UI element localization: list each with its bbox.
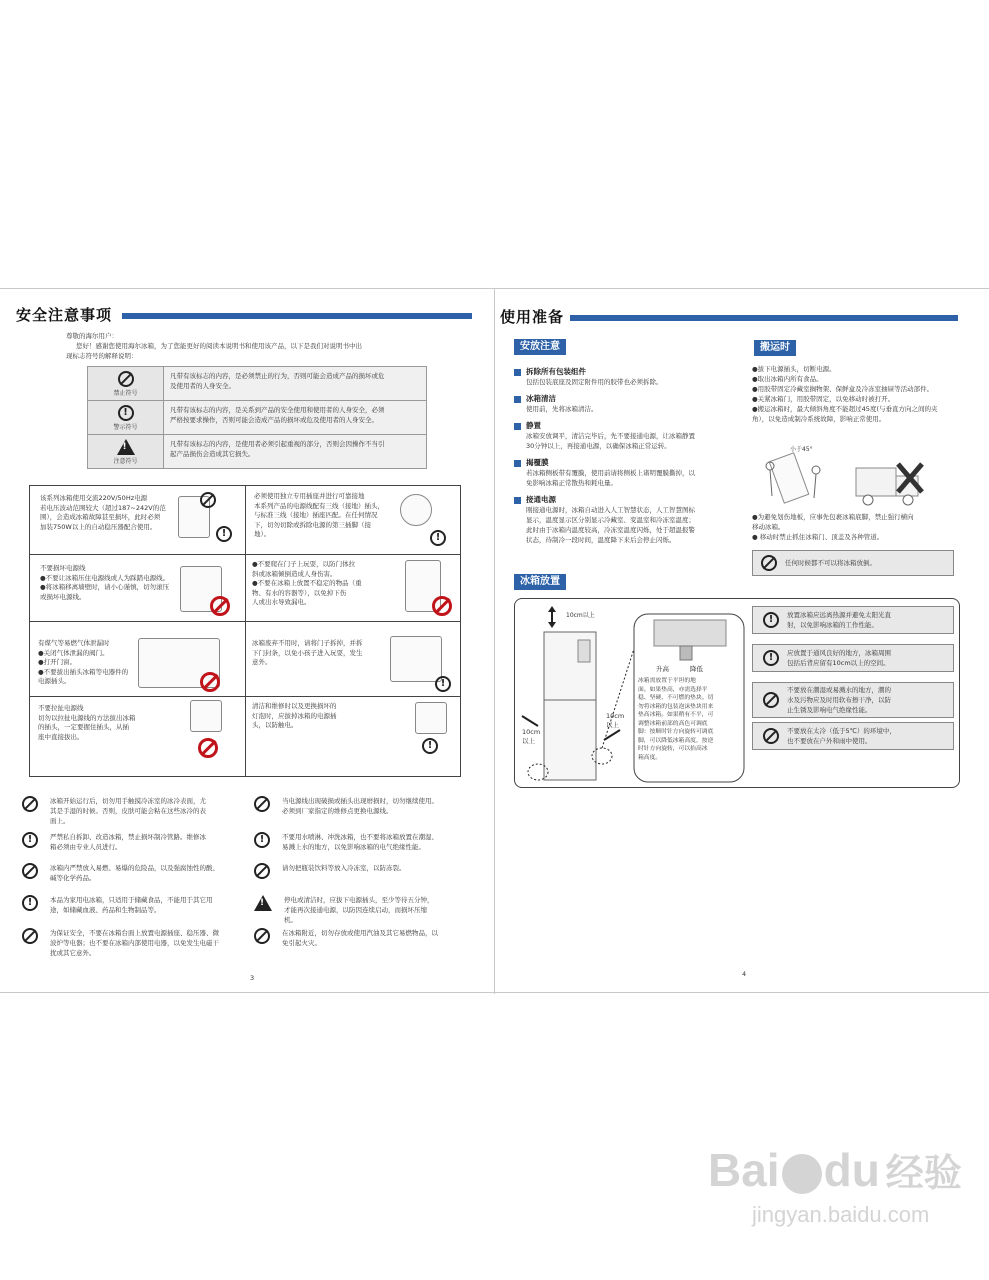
exclamation-icon bbox=[22, 832, 38, 848]
install-item-title: 静置 bbox=[526, 421, 541, 430]
exclamation-icon bbox=[435, 676, 451, 692]
no-icon bbox=[254, 796, 270, 812]
placement-note: 不要放在潮湿或易溅水的地方，潮的 水及污物应及时用软布擦干净，以防 止生锈及影响电气绝缘性能。 bbox=[752, 682, 954, 718]
warning-item: 冰箱开始运行后，切勿用手触摸冷冻室的冰冷表面，尤 其是手湿的时候。否则，皮肤可能会粘在这些冰冷的表 面上。 bbox=[22, 796, 206, 826]
grid-cell-text: 清洁和维修时以及更换损坏的 灯泡时，应拔掉冰箱的电源插 头，以防触电。 bbox=[252, 702, 337, 729]
no-icon bbox=[200, 492, 216, 508]
warning-item: ! 严禁私自拆卸、改造冰箱，禁止损坏制冷管路。维修冰 箱必须由专业人员进行。 bbox=[22, 832, 206, 852]
install-list: 拆除所有包装组件 包括包装底座及固定附件用的胶带也必须拆除。 冰箱清洁 使用前，先将冰箱清洁。 静置 冰箱安放调平，清洁完毕后，先不要接通电源，让冰箱静置 30分钟以上，再接通电源，以确保冰箱正常运转。 揭覆膜 若冰箱侧板带有覆膜，使用前请将侧板上诸明覆膜撕掉，以 免影响冰箱正常散热和耗电量。 接通电源 刚接通电源时，冰箱自动进入人工智慧状态，人工智慧图标 显示，温度显示区分别显示冷藏室、变温室和冷冻室温度； 此时由于冰箱内温度较高，冷冻室温度闪烁，处于超温报警 状态，待制冷一段时间，温度降下来后会停止闪烁。 bbox=[514, 366, 744, 545]
no-icon bbox=[22, 863, 38, 879]
legend-text: 及使用者的人身安全。 bbox=[170, 382, 235, 390]
watermark-url: jingyan.baidu.com bbox=[752, 1202, 930, 1227]
no-icon bbox=[198, 738, 218, 758]
greeting: 尊敬的海尔用户： bbox=[66, 332, 118, 340]
exclamation-icon bbox=[763, 650, 779, 666]
symbol-legend-table bbox=[87, 366, 427, 469]
warning-item: 在冰箱附近，切勿存放或使用汽油及其它易燃物品，以 免引起火灾。 bbox=[254, 928, 438, 948]
left-title-bar bbox=[122, 313, 472, 319]
right-title-bar bbox=[570, 315, 958, 321]
legend-caption: 禁止符号 bbox=[113, 389, 138, 397]
legend-row bbox=[88, 435, 426, 468]
clearance-right: 10cm 以上 bbox=[606, 712, 625, 729]
install-item-title: 揭覆膜 bbox=[526, 458, 549, 467]
warning-item: ! 本品为家用电冰箱，只适用于储藏食品，不能用于其它用 途，如储藏血液、药品和生物制品等。 bbox=[22, 895, 213, 915]
exclamation-icon bbox=[763, 612, 779, 628]
transport-notes: ●为避免划伤地板，应事先包裹冰箱底脚，禁止强行横向 移动冰箱。 ● 移动时禁止抓住冰箱门、顶盖及各种管道。 bbox=[752, 513, 914, 541]
unplug-illustration bbox=[415, 702, 447, 734]
door-removal-illustration bbox=[390, 636, 442, 682]
leveling-text: 冰箱需放置于平坦的地 面。如果垫高，亦需选择平 稳、坚硬、不可燃的垫块。切 勿将冰箱的包装泡沫垫块用来 垫高冰箱。如果稍有不平，可 调整冰箱前部的高色可调底 脚：按顺时针方向旋转可调底 脚，可以降低冰箱高度，按逆 时针方向旋转，可以抬高冰 箱高度。 bbox=[638, 678, 714, 761]
grid-cell-text: 该系列冰箱使用交流220V/50Hz电源 若电压波动范围较大（超过187~242V的范 围），会造成冰箱故障甚至损坏，此时必须 加装750W以上的自动稳压器配合使用。 bbox=[40, 494, 166, 531]
bullet-square-icon bbox=[514, 369, 521, 376]
legend-caption: 警示符号 bbox=[113, 423, 138, 431]
legend-text: 凡带有该标志的内容，是使用者必须引起重视的部分，否则会因操作不当引 bbox=[170, 440, 385, 448]
no-icon bbox=[432, 596, 452, 616]
warning-triangle-icon bbox=[117, 439, 135, 455]
grid-cell-text: 冰箱废弃不用时，请将门子拆掉，并拆 下门封条，以免小孩子进入玩耍，发生 意外。 bbox=[252, 639, 363, 666]
install-item-title: 拆除所有包装组件 bbox=[526, 367, 586, 376]
transport-heading: 搬运时 bbox=[754, 340, 796, 356]
install-heading: 安放注意 bbox=[514, 339, 566, 355]
paw-icon bbox=[782, 1154, 822, 1194]
exclamation-icon bbox=[216, 526, 232, 542]
no-icon bbox=[254, 863, 270, 879]
lower-label: 降低 bbox=[690, 665, 703, 673]
warning-item: 为保证安全，不要在冰箱台面上放置电源插座、稳压器、微 波炉等电器；也不要在冰箱内部使用电器，以免发生电磁干 扰或其它意外。 bbox=[22, 928, 219, 958]
warning-item: 冰箱内严禁放入易燃、易爆的危险品，以及强腐蚀性的酸、 碱等化学药品。 bbox=[22, 863, 219, 883]
page-divider bbox=[494, 288, 495, 994]
no-icon bbox=[200, 672, 220, 692]
no-icon bbox=[210, 596, 230, 616]
angle-label: 小于45° bbox=[790, 446, 813, 453]
placement-note: ! 放置冰箱应远离热源并避免太阳光直 射，以免影响冰箱的工作性能。 bbox=[752, 606, 954, 634]
placement-heading: 冰箱放置 bbox=[514, 574, 566, 590]
grid-cell-text: ●不要爬在门子上玩耍，以防门体拉 斜或冰箱倾倒造成人身伤害。 ●不要在冰箱上放置不稳定的物品（重 物、有水的容器等），以免掉下伤 人或出水导致漏电。 bbox=[252, 560, 362, 606]
legend-text: 凡带有该标志的内容，是关系到产品的安全使用和使用者的人身安全，必须 bbox=[170, 406, 385, 414]
intro-line-2: 现标志符号的解释说明： bbox=[66, 352, 138, 360]
no-icon bbox=[763, 728, 779, 744]
placement-note: ! 应放置于通风良好的地方，冰箱周围 包括后背应留有10cm以上的空间。 bbox=[752, 644, 954, 672]
clearance-top: 10cm以上 bbox=[566, 612, 595, 619]
install-item-title: 接通电源 bbox=[526, 495, 556, 504]
baidu-watermark: Bai du 经验 bbox=[708, 1144, 962, 1196]
page-number-right: 4 bbox=[742, 970, 747, 978]
grid-cell-text: 必须使用独立专用插座并进行可靠接地 本系列产品的电源线配有三线（接地）插头， 与标准三线（接地）插座匹配。在任何情况 下，切勿切除或拆除电源的第三插脚（接 地）。 bbox=[254, 492, 384, 538]
no-icon bbox=[763, 692, 779, 708]
legend-row bbox=[88, 401, 426, 435]
transport-illustration bbox=[752, 440, 952, 508]
warning-item: ! 不要用水喷淋、冲洗冰箱，也不要将冰箱放置在潮湿、 易溅上水的地方，以免影响冰箱的电气绝缘性能。 bbox=[254, 832, 438, 852]
bullet-square-icon bbox=[514, 396, 521, 403]
exclamation-icon bbox=[254, 832, 270, 848]
install-item-title: 冰箱清洁 bbox=[526, 394, 556, 403]
right-page-title: 使用准备 bbox=[500, 308, 565, 326]
exclamation-icon bbox=[22, 895, 38, 911]
legend-text: 严格按要求操作，否则可能会造成产品的损坏或危及使用者的人身安全。 bbox=[170, 416, 378, 424]
grid-cell-text: 不要拉扯电源线 切勿以拉扯电源线的方法拔出冰箱 的插头，一定要握住插头，从插 座中直接拔出。 bbox=[38, 704, 136, 741]
legend-text: 凡带有该标志的内容，是必须禁止的行为，否则可能会造成产品的损坏或危 bbox=[170, 372, 385, 380]
clearance-left: 10cm 以上 bbox=[522, 728, 541, 745]
raise-label: 升高 bbox=[656, 665, 669, 673]
no-icon bbox=[118, 371, 134, 387]
bullet-square-icon bbox=[514, 460, 521, 467]
exclamation-icon bbox=[430, 530, 446, 546]
bullet-square-icon bbox=[514, 497, 521, 504]
warning-triangle-icon bbox=[254, 895, 272, 911]
legend-text: 起产品损伤会造成其它损失。 bbox=[170, 450, 255, 458]
no-icon bbox=[254, 928, 270, 944]
placement-note: 不要放在太冷（低于5℃）的环境中， 也不要放在户外和雨中使用。 bbox=[752, 722, 954, 750]
legend-row bbox=[88, 367, 426, 401]
exclamation-icon bbox=[422, 738, 438, 754]
warning-item: ! 停电或清洁时，应拔下电源插头，至少等待五分钟， 才能再次接通电源，以防因连续启动，而损坏压缩 机。 bbox=[254, 895, 434, 925]
left-page-title: 安全注意事项 bbox=[16, 306, 113, 324]
grid-cell-text: 不要损坏电源线 ●不要让冰箱压住电源线或人为踩踏电源线。 ●将冰箱移离墙壁时，请小心谨慎，切勿滚压 或损坏电源线。 bbox=[40, 564, 170, 601]
grounded-socket-illustration bbox=[400, 494, 432, 526]
bullet-square-icon bbox=[514, 423, 521, 430]
legend-caption: 注意符号 bbox=[113, 457, 138, 465]
no-icon bbox=[22, 928, 38, 944]
grid-cell-text: 有煤气等易燃气体泄漏时 ●关闭气体泄漏的阀门。 ●打开门窗。 ●不要拔出插头冰箱等电器件的 电源插头。 bbox=[38, 639, 129, 685]
safety-instruction-grid bbox=[29, 485, 461, 777]
transport-warning-box: 任何时候都不可以将冰箱放倒。 bbox=[752, 550, 954, 576]
transport-list: ●拔下电源插头，切断电源。 ●取出冰箱内所有食品。 ●用胶带固定冷藏室搁物架、保鲜盒及冷冻室抽屉等活动部件。 ●关紧冰箱门，用胶带固定，以免移动时被打开。 ●搬运冰箱时，最大倾斜角度不能超过45度(与垂直方向之间的夹 角），以免造成制冷系统故障，影响正常使用。 bbox=[752, 365, 938, 423]
plug-pull-illustration bbox=[190, 700, 222, 732]
intro-line-1: 您好！感谢您使用海尔冰箱，为了您能更好的阅读本说明书和使用该产品，以下是我们对说明书中出 bbox=[76, 342, 362, 350]
no-icon bbox=[761, 555, 777, 571]
no-icon bbox=[22, 796, 38, 812]
exclamation-icon bbox=[118, 405, 134, 421]
warning-item: 请勿把瓶装饮料等放入冷冻室，以防冻裂。 bbox=[254, 863, 406, 879]
page-number-left: 3 bbox=[250, 974, 255, 982]
warning-item: 当电源线出现破损或插头出现磨损时，切勿继续使用。 必须到厂家指定的维修点更换电源线。 bbox=[254, 796, 438, 816]
